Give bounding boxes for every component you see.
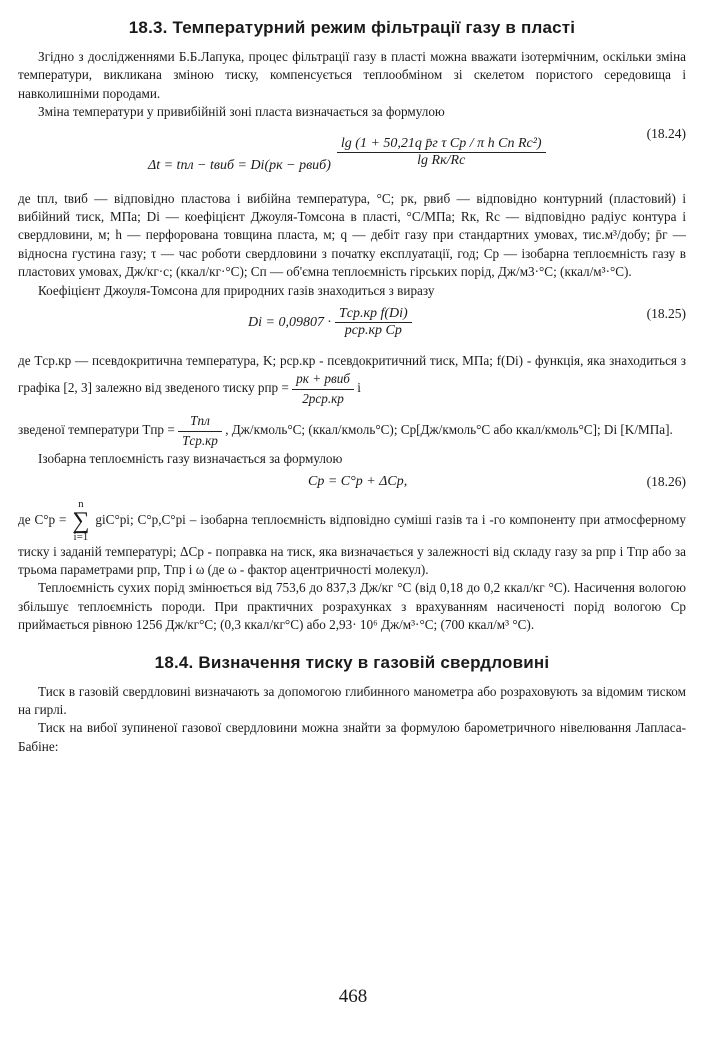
equation-numerator: Tср.кр f(Di) xyxy=(335,306,412,323)
paragraph xyxy=(18,352,686,408)
paragraph: Коефіцієнт Джоуля-Томсона для природних газів знаходиться з виразу xyxy=(38,282,435,298)
fraction-numerator: pк + pвиб xyxy=(292,370,354,389)
text-run: де C°p = xyxy=(18,511,67,527)
paragraph xyxy=(18,412,686,450)
fraction-denominator: Tср.кр xyxy=(182,432,218,448)
paragraph: Згідно з дослідженнями Б.Б.Лапука, процес фільтрації газу в пласті можна вважати ізотермічним, оскільки зміна температури, викликана зміною тиску, компенсується теплообміном зі скелетом пористого середовища і навколишніми породами. xyxy=(18,49,686,101)
section-title-18-4: 18.4. Визначення тиску в газовій свердловині xyxy=(154,652,550,672)
page-number: 468 xyxy=(338,986,368,1007)
sum-lower-limit: i=1 xyxy=(73,530,89,543)
page-body xyxy=(18,14,686,756)
equation-numerator: lg (1 + 50,21q p̄г τ Cp / π h Cп Rc²) xyxy=(337,136,546,153)
paragraph xyxy=(18,499,686,580)
text-run: , Дж/кмоль°C; (ккал/кмоль°C); Cp[Дж/кмоль°C або ккал/кмоль°C]; Di [K/МПа]. xyxy=(225,422,673,438)
paragraph: Тиск в газовій свердловині визначають за допомогою глибинного манометра або розраховують за відомим тиском на гирлі. xyxy=(18,683,686,717)
sum-upper-limit: n xyxy=(78,497,84,510)
paragraph: Тиск на вибої зупиненої газової свердловини можна знайти за формулою барометричного нівелювання Лапласа-Бабіне: xyxy=(18,720,686,754)
fraction-numerator: Tпл xyxy=(178,412,222,431)
equation-18-25 xyxy=(18,302,686,350)
equation-18-24 xyxy=(18,124,686,188)
text-run: giC°pi; C°p,C°pi – ізобарна теплоємність відповідно суміші газів та i -го компоненту при атмосферному тиску і заданій температурі; ΔCp - поправка на тиск, яка визначається у залежності від складу газу за pпр і Tпр або за трьома параметрами pпр, Tпр і ω (де ω - фактор ацентричності молекул). xyxy=(18,511,687,577)
text-run: де Tср.кр — псевдокритична температура, K; pср.кр - псевдокритичний тиск, МПа; f(Di) - функція, яка знаходиться з графіка [2, 3] залежно від зведеного тиску pпр = xyxy=(18,353,686,396)
equation-label: (18.24) xyxy=(646,125,686,141)
sigma-icon: ∑ xyxy=(72,507,90,534)
paragraph: Зміна температури у привибійній зоні пласта визначається за формулою xyxy=(38,104,445,120)
equation-denominator: lg Rк/Rc xyxy=(417,153,466,169)
equation-label: (18.26) xyxy=(646,473,686,489)
paragraph: Ізобарна теплоємність газу визначається за формулою xyxy=(38,451,343,467)
text-run: і xyxy=(357,380,361,396)
paragraph: Теплоємність сухих порід змінюється від 753,6 до 837,3 Дж/кг °C (від 0,18 до 0,2 ккал/кг °C). Насичення вологою збільшує теплоємність породи. При практичних розрахунках з врахуванням насиченості порід вологою Cp приймається рівною 1256 Дж/кг°C; (0,3 ккал/кг°C) або 2,93· 10⁶ Дж/м³·°C; (700 ккал/м³ °C). xyxy=(18,580,686,633)
text-run: зведеної температури Tпр = xyxy=(18,422,175,438)
equation-lhs: Δt = tпл − tвиб = Di(pк − pвиб) xyxy=(148,157,331,173)
equation-denominator: pср.кр Cp xyxy=(344,323,402,339)
equation-label: (18.25) xyxy=(646,306,686,322)
summation xyxy=(72,499,89,543)
equation-18-26 xyxy=(18,471,686,497)
equation-body: Cp = C°p + ΔCp, xyxy=(308,473,408,489)
equation-lhs: Di = 0,09807 · xyxy=(248,314,331,330)
fraction-denominator: 2pср.кр xyxy=(302,390,344,406)
section-title-18-3: 18.3. Температурний режим фільтрації газу в пласті xyxy=(128,18,576,37)
paragraph: де tпл, tвиб — відповідно пластова і вибійна температура, °C; pк, pвиб — відповідно контурний (пластовий) і вибійний тиск, МПа; Di — коефіцієнт Джоуля-Томсона в пласті, °C/МПа; Rк, Rc — відповідно радіус контура і свердловини, м; h — перфорована товщина пласта, м; q — дебіт газу при стандартних умовах, тис.м³/добу; p̄г — відносна густина газу; τ — час роботи свердловини з початку експлуатації, год; Cp — ізобарна теплоємність газу в пластових умовах, Дж/кг·с; (ккал/кг·°C); Cп — об'ємна теплоємність гірських порід, Дж/м3·°C; (ккал/м³·°C). xyxy=(18,190,686,280)
